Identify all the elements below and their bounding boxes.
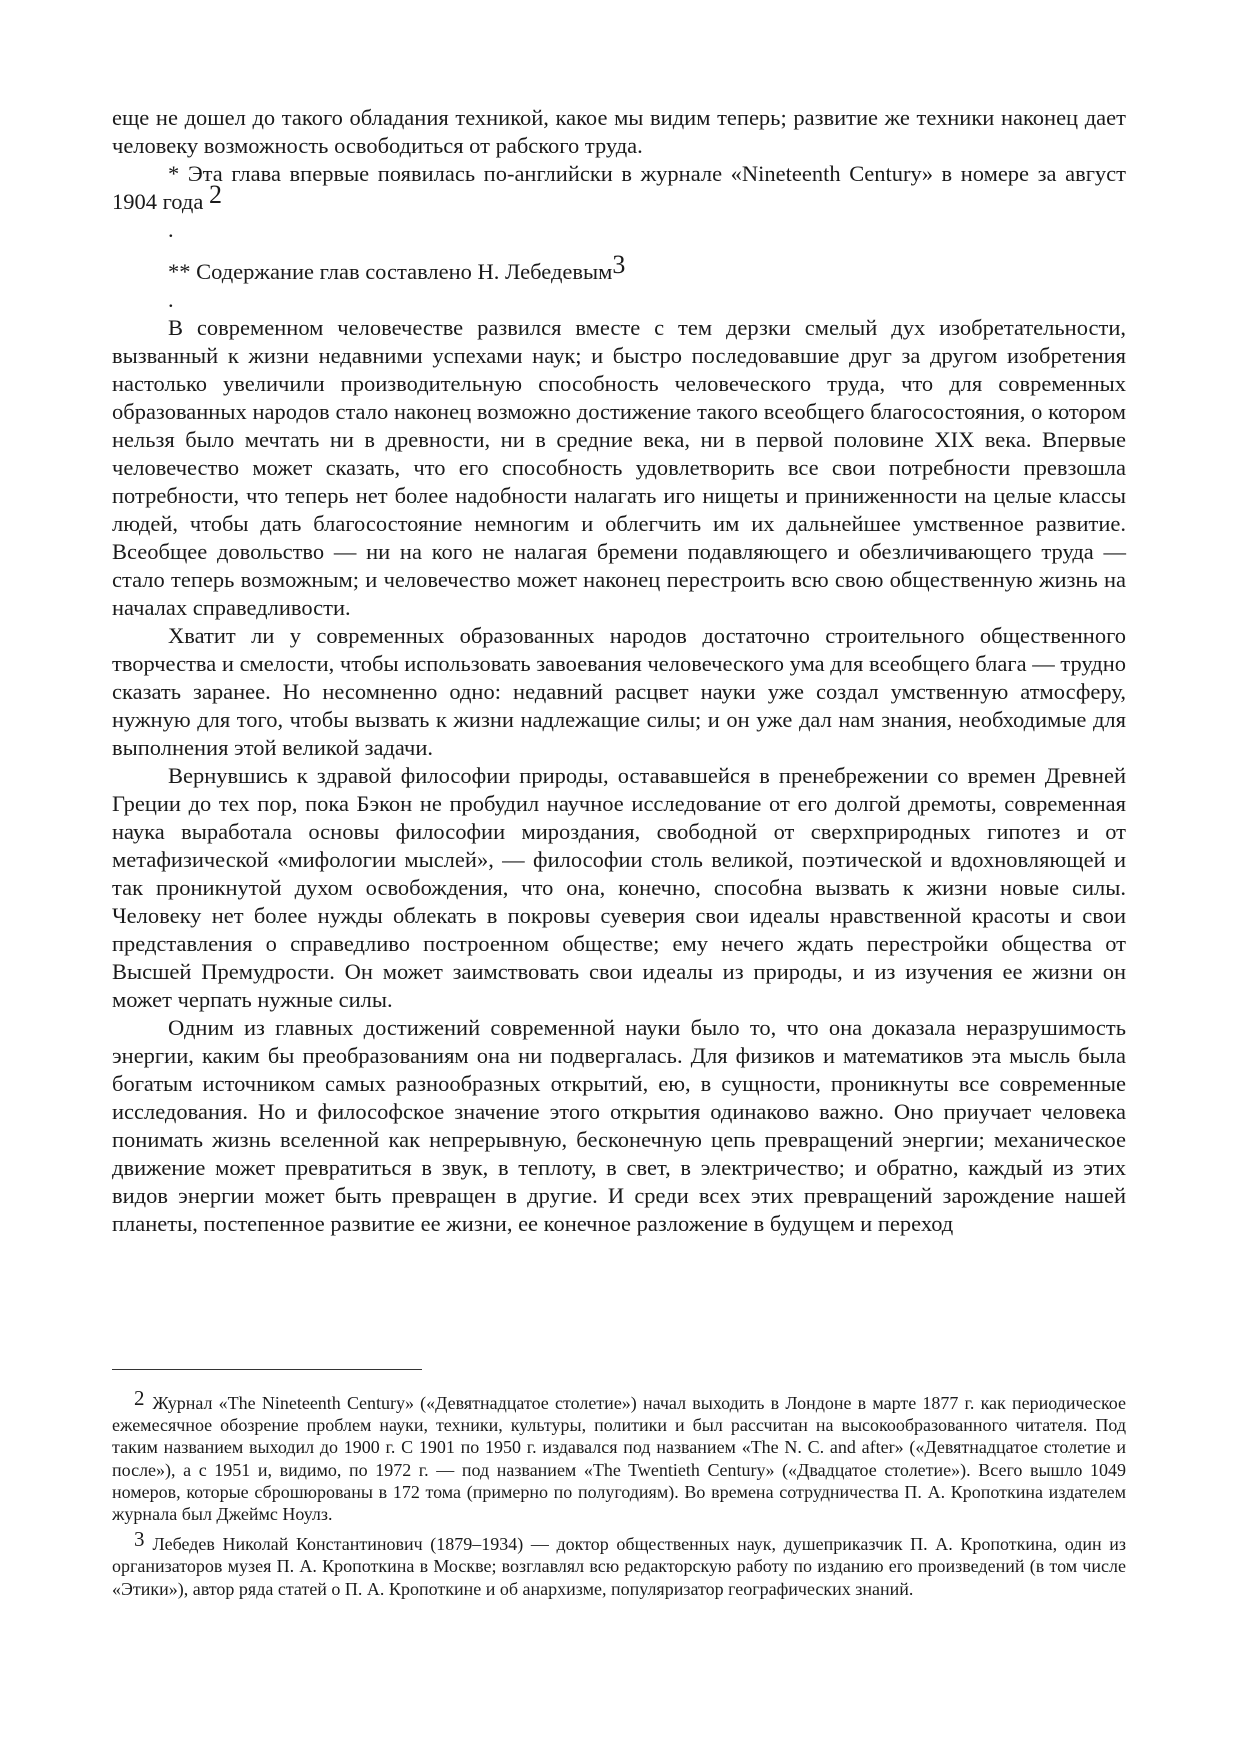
dot-line: . [168, 287, 174, 312]
dot-line: . [168, 217, 174, 242]
paragraph: В современном человечестве развился вместе с тем дерзки смелый дух изобретательности, вызванный к жизни недавними успехами наук; и быстро последовавшие друг за другом изобретения настолько увеличили производительную способность человеческого труда, что для современных образованных народов стало наконец возможно достижение такого всеобщего благосостояния, о котором нельзя было мечтать ни в древности, ни в средние века, ни в первой половине XIX века. Впервые человечество может сказать, что его способность удовлетворить все свои потребности превзошла потребности, что теперь нет более надобности налагать иго нищеты и приниженности на целые классы людей, чтобы дать благосостояние немногим и облегчить им их дальнейшее умственное развитие. Всеобщее довольство — ни на кого не налагая бремени подавляющего и обезличивающего труда — стало теперь возможным; и человечество может наконец перестроить всю свою общественную жизнь на началах справедливости. [112, 315, 1126, 620]
footnote-number: 3 [134, 1527, 145, 1552]
paragraph-continuation: еще не дошел до такого обладания техникой, какое мы видим теперь; развитие же техники наконец дает человеку возможность освободиться от рабского труда. [112, 105, 1126, 158]
main-text [112, 104, 1126, 1238]
paragraph: Хватит ли у современных образованных народов достаточно строительного общественного творчества и смелости, чтобы использовать завоевания человеческого ума для всеобщего блага — трудно сказать заранее. Но несомненно одно: недавний расцвет науки уже создал умственную атмосферу, нужную для того, чтобы вызвать к жизни надлежащие силы; и он уже дал нам знания, необходимые для выполнения этой великой задачи. [112, 623, 1126, 760]
footnote-text: Лебедев Николай Константинович (1879–1934) — доктор общественных наук, душеприказчик П. А. Кропоткина, один из организаторов музея П. А. Кропоткина в Москве; возглавлял всю редакторскую работу по изданию его произведений (в том числе «Этики»), автор ряда статей о П. А. Кропоткине и об анархизме, популяризатор географических знаний. [112, 1534, 1126, 1599]
footnote-ref-2[interactable]: 2 [208, 180, 222, 209]
chapter-note-star [112, 160, 1126, 216]
footnotes [112, 1386, 1126, 1608]
chapter-note-star-text: * Эта глава впервые появилась по-английски в журнале «Nineteenth Century» в номере за август 1904 года [112, 161, 1126, 214]
footnote-separator [112, 1369, 422, 1370]
footnote-3 [112, 1527, 1126, 1600]
chapter-note-double-star [112, 250, 1126, 286]
footnote-ref-3[interactable]: 3 [612, 250, 626, 279]
paragraph: Вернувшись к здравой философии природы, остававшейся в пренебрежении со времен Древней Греции до тех пор, пока Бэкон не пробудил научное исследование от его долгой дремоты, современная наука выработала основы философии мироздания, свободной от сверхприродных гипотез и от метафизической «мифологии мыслей», — философии столь великой, поэтической и вдохновляющей и так проникнутой духом освобождения, что она, конечно, способна вызвать к жизни новые силы. Человеку нет более нужды облекать в покровы суеверия свои идеалы нравственной красоты и свои представления о справедливо построенном обществе; ему нечего ждать перестройки общества от Высшей Премудрости. Он может заимствовать свои идеалы из природы, и из изучения ее жизни он может черпать нужные силы. [112, 763, 1126, 1012]
footnote-number: 2 [134, 1386, 145, 1410]
paragraph: Одним из главных достижений современной науки было то, что она доказала неразрушимость энергии, каким бы преобразованиям она ни подвергалась. Для физиков и математиков эта мысль была богатым источником самых разнообразных открытий, ею, в сущности, проникнуты все современные исследования. Но и философское значение этого открытия одинаково важно. Оно приучает человека понимать жизнь вселенной как непрерывную, бесконечную цепь превращений энергии; механическое движение может превратиться в звук, в теплоту, в свет, в электричество; и обратно, каждый из этих видов энергии может быть превращен в другие. И среди всех этих превращений зарождение нашей планеты, постепенное развитие ее жизни, ее конечное разложение в будущем и переход [112, 1015, 1126, 1236]
footnote-2 [112, 1386, 1126, 1525]
footnote-text: Журнал «The Nineteenth Century» («Девятнадцатое столетие») начал выходить в Лондоне в марте 1877 г. как периодическое ежемесячное обозрение проблем науки, техники, культуры, политики и был рассчитан на высокообразованного читателя. Под таким названием выходил до 1900 г. С 1901 по 1950 г. издавался под названием «The N. C. and after» («Девятнадцатое столетие и после»), а с 1951 и, видимо, по 1972 г. — под названием «The Twentieth Century» («Двадцатое столетие»). Всего вышло 1049 номеров, которые сброшюрованы в 172 тома (примерно по полугодиям). Во времена сотрудничества П. А. Кропоткина издателем журнала был Джеймс Ноулз. [112, 1393, 1126, 1525]
chapter-note-double-star-text: ** Содержание глав составлено Н. Лебедевым [168, 259, 613, 284]
